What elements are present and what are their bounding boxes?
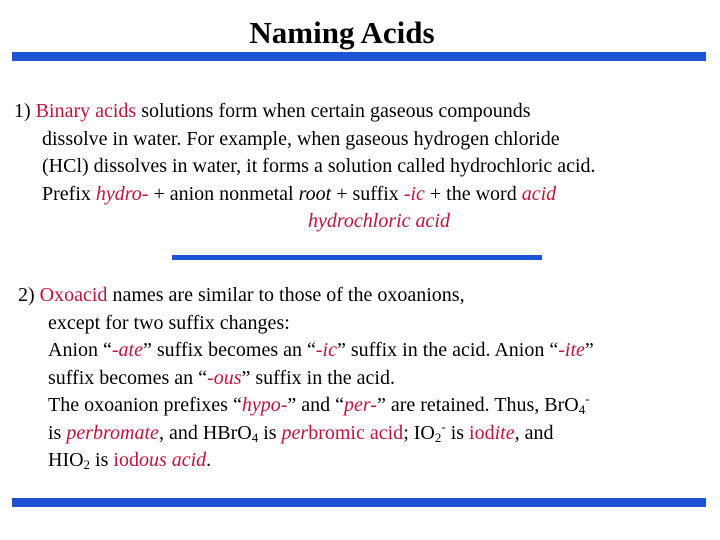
per-prefix: per- xyxy=(344,394,377,416)
p1-line-2: dissolve in water. For example, when gaseous hydrogen chloride xyxy=(42,127,560,150)
hypo-prefix: hypo- xyxy=(241,394,288,416)
p2-text: ” suffix becomes an “ xyxy=(142,339,316,361)
subscript: 4 xyxy=(251,429,259,445)
p2-text: is xyxy=(258,421,282,444)
p2-line-1 xyxy=(18,282,718,310)
p2-line-5 xyxy=(18,392,718,420)
p2-text: names are similar to those of the oxoanions, xyxy=(107,284,465,306)
iod-root: iod xyxy=(113,449,139,471)
iodous-acid-term: ous acid xyxy=(138,449,207,471)
p2-text: . xyxy=(206,449,212,471)
p2-text: ” suffix in the acid. Anion “ xyxy=(336,339,559,361)
binary-acids-paragraph xyxy=(14,98,714,236)
p2-number: 2) xyxy=(18,284,40,306)
subscript: 4 xyxy=(578,402,586,417)
p2-line-3 xyxy=(18,337,718,365)
slide-title: Naming Acids xyxy=(249,15,435,50)
p1-line-4 xyxy=(14,181,714,209)
ic-suffix: -ic xyxy=(315,339,337,361)
p1-text: + the word xyxy=(424,182,522,205)
p1-number: 1) xyxy=(14,100,36,122)
p2-text: is xyxy=(445,421,470,444)
bottom-divider xyxy=(12,498,706,507)
p2-text: ; IO xyxy=(403,421,435,444)
ous-suffix: -ous xyxy=(207,366,242,389)
p2-line-2: except for two suffix changes: xyxy=(48,311,290,334)
p1-line-3: (HCl) dissolves in water, it forms a solution called hydrochloric acid. xyxy=(42,155,596,177)
binary-acids-term: Binary acids xyxy=(35,100,137,122)
perbromic-acid-term: bromic acid xyxy=(308,421,404,444)
p2-line-6 xyxy=(18,420,718,448)
suffix-term: -ic xyxy=(403,182,425,205)
oxoacid-term: Oxoacid xyxy=(39,284,108,306)
p2-text: The oxoanion prefixes “ xyxy=(48,394,242,416)
oxoacids-paragraph xyxy=(18,282,718,475)
per-prefix: per xyxy=(66,421,94,444)
p2-line-7 xyxy=(18,447,718,475)
acid-term: acid xyxy=(521,182,557,205)
p2-text: , and xyxy=(514,421,554,444)
p2-text: suffix becomes an “ xyxy=(48,366,208,389)
prefix-term: hydro- xyxy=(95,182,149,205)
p2-text: ” xyxy=(584,339,594,361)
p2-line-4 xyxy=(18,365,718,393)
p2-text: is xyxy=(48,421,67,444)
ate-suffix: -ate xyxy=(111,339,143,361)
ite-suffix: -ite xyxy=(558,339,585,361)
p2-text: , and HBrO xyxy=(158,421,252,444)
p1-text: + suffix xyxy=(331,182,404,205)
p2-text: Anion “ xyxy=(48,339,112,361)
perbromate-term: bromate xyxy=(93,421,159,444)
p2-text: ” and “ xyxy=(287,394,345,416)
p1-line-1 xyxy=(14,98,714,126)
example-acid-name: hydrochloric acid xyxy=(307,210,450,232)
iodite-suffix: ite xyxy=(494,421,515,444)
p1-text: Prefix xyxy=(42,182,96,205)
superscript: - xyxy=(441,418,446,434)
p2-text: is xyxy=(90,449,114,471)
p2-text: ” are retained. Thus, BrO xyxy=(376,394,579,416)
p1-text: solutions form when certain gaseous compounds xyxy=(136,100,531,122)
p2-text: HIO xyxy=(48,449,84,471)
root-term: root xyxy=(298,182,332,205)
p2-text: ” suffix in the acid. xyxy=(241,366,395,389)
p1-text: + anion nonmetal xyxy=(148,182,299,205)
superscript: - xyxy=(585,391,590,406)
subscript: 2 xyxy=(83,457,91,472)
middle-divider xyxy=(172,255,542,260)
per-prefix: per xyxy=(281,421,309,444)
top-divider xyxy=(12,52,706,61)
iod-root: iod xyxy=(469,421,495,444)
subscript: 2 xyxy=(434,429,442,445)
